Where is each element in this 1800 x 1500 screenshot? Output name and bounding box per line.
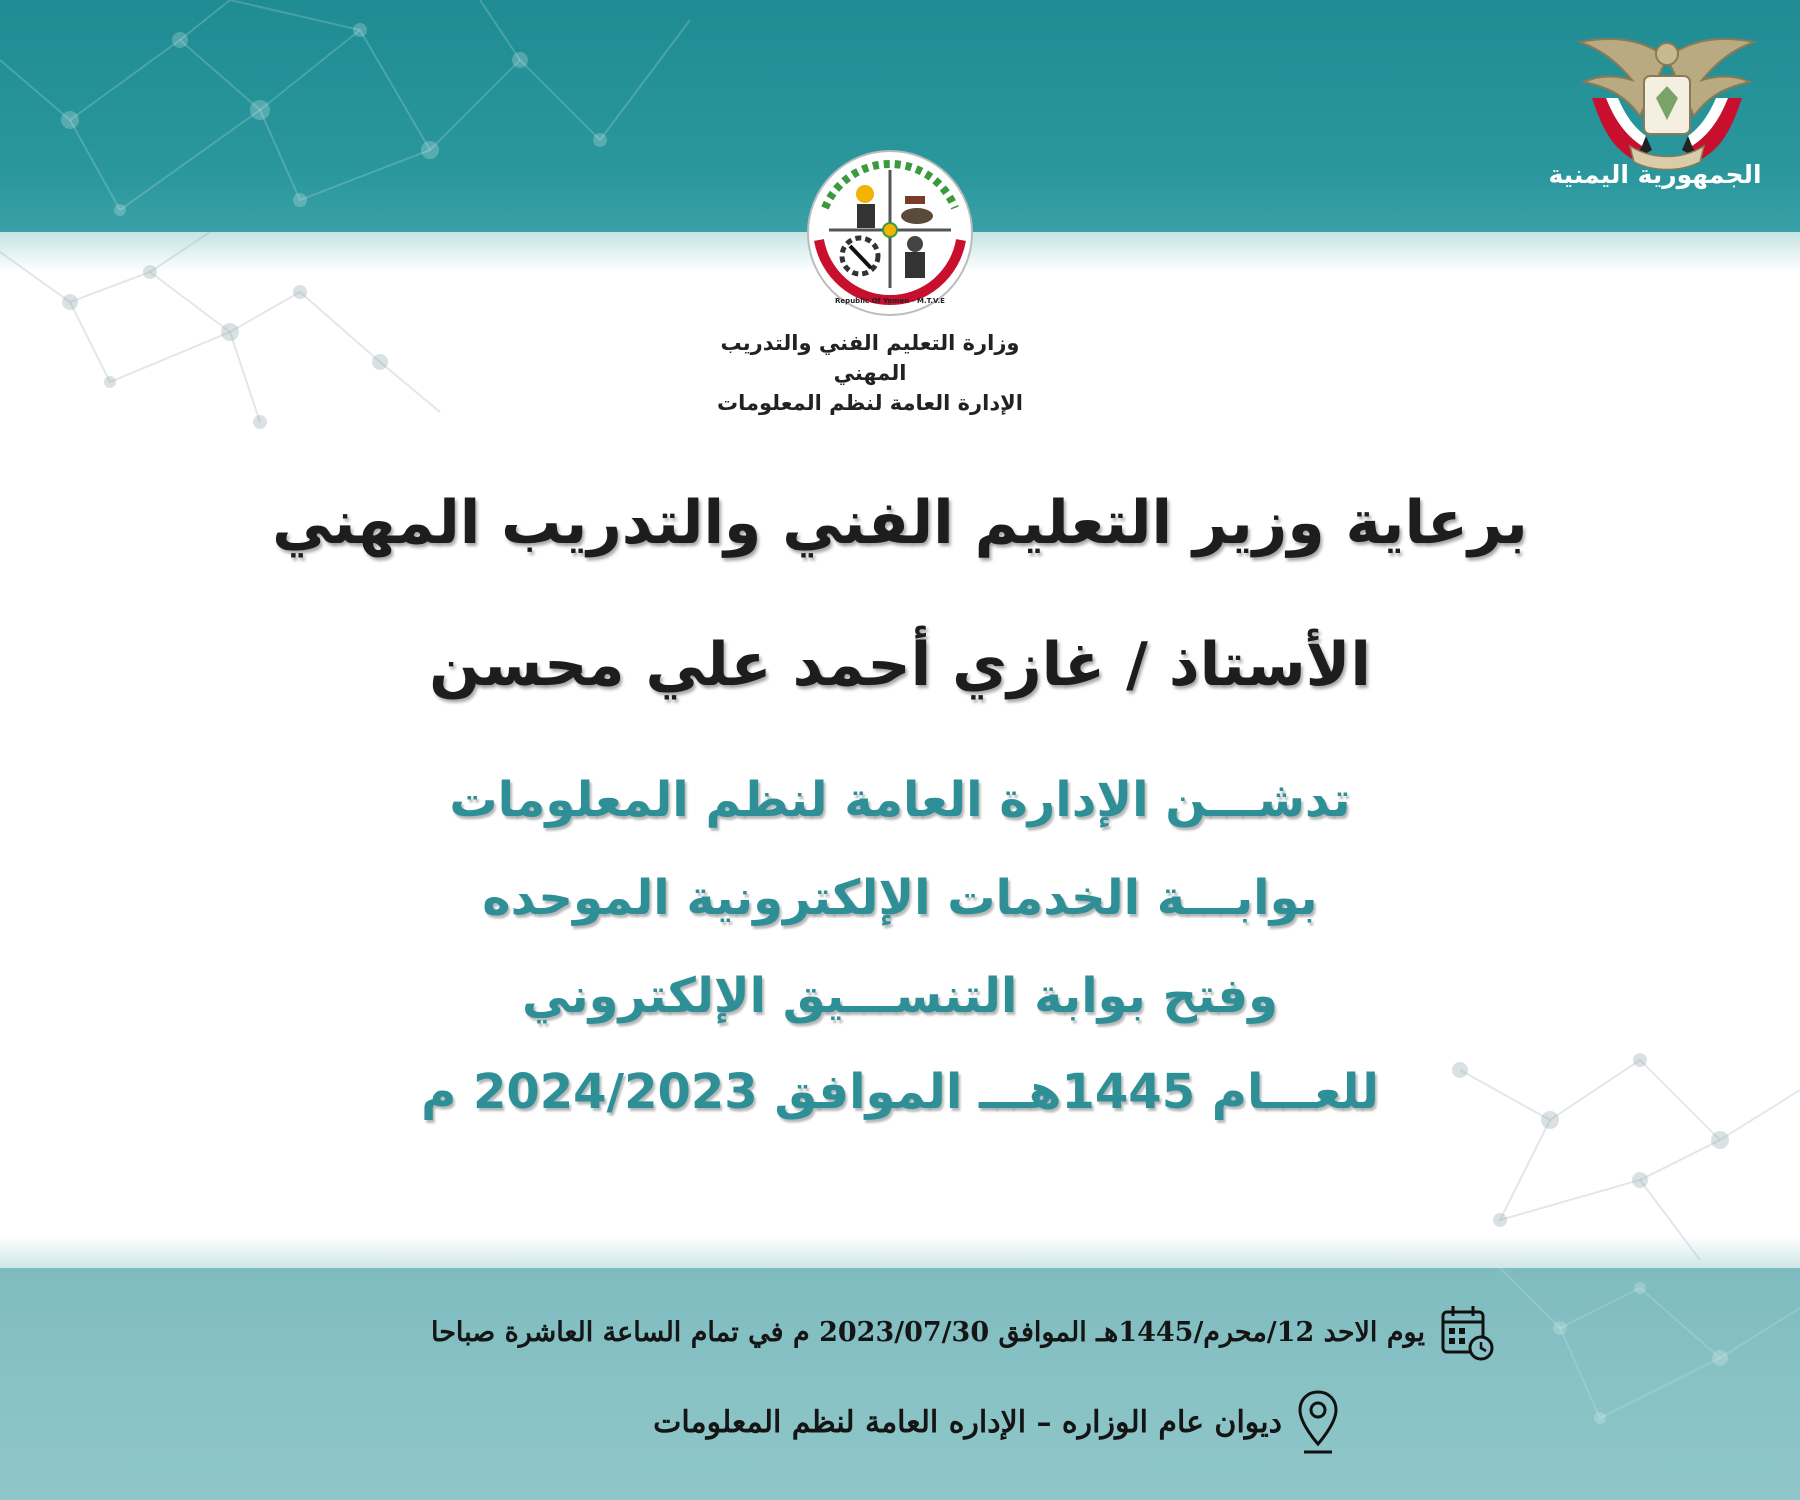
yemen-eagle-emblem [1572, 28, 1762, 176]
ministry-name [700, 328, 1040, 418]
ministry-logo-text: Republic Of Yemen - M.T.V.E [835, 297, 945, 305]
place-text: ديوان عام الوزاره – الإداره العامة لنظم المعلومات [653, 1404, 1282, 1440]
date-row [431, 1302, 1495, 1362]
ministry-name-line2: الإدارة العامة لنظم المعلومات [717, 391, 1023, 415]
event-line-1: تدشـــن الإدارة العامة لنظم المعلومات [449, 772, 1351, 828]
place-row [653, 1388, 1340, 1456]
mtve-ministry-seal [805, 148, 975, 318]
event-line-3: وفتح بوابة التنســـيق الإلكتروني [522, 968, 1278, 1024]
minister-name: الأستاذ / غازي أحمد علي محسن [429, 630, 1371, 700]
event-line-2: بوابـــة الخدمات الإلكترونية الموحده [482, 870, 1318, 926]
date-text: يوم الاحد 12/محرم/1445هـ الموافق 2023/07/30 م في تمام الساعة العاشرة صباحا [431, 1316, 1425, 1348]
bottom-fade [0, 1236, 1800, 1268]
republic-label: الجمهورية اليمنية [1548, 160, 1762, 189]
ministry-name-line1: وزارة التعليم الفني والتدريب المهني [720, 331, 1020, 385]
location-pin-icon [1296, 1388, 1340, 1456]
event-line-4: للعـــام 1445هـــ الموافق 2024/2023 م [421, 1064, 1379, 1120]
patron-line: برعاية وزير التعليم الفني والتدريب المهني [272, 488, 1528, 558]
calendar-clock-icon [1439, 1302, 1495, 1362]
